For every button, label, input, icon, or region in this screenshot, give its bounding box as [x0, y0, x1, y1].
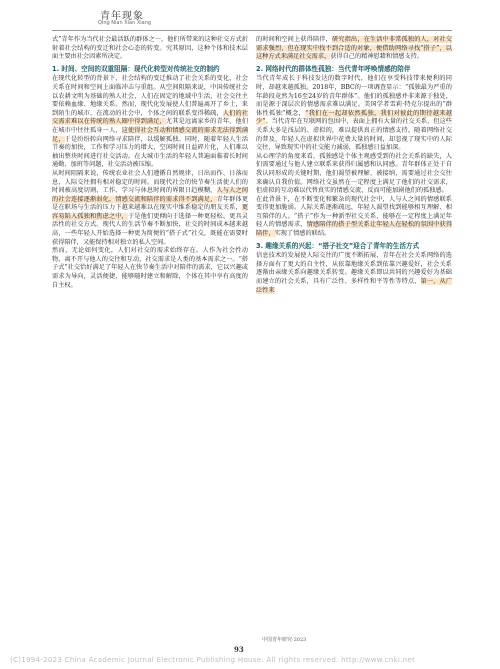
paragraph: 从心理学的角度来看，孤独感是个体主观感受到的社会关系的缺失，人们需要通过与他人建立联系来获得归属感和认同感。青年群体正处于自我认同形成的关键时期，他们渴望被理解、被接纳，需要通过社会交往来确认自我价值。网络社交虽然在一定程度上满足了他们的社交需求，但虚拟的互动难以代替真实的情感交流，反而可能加剧他们的孤独感。 — [256, 152, 452, 195]
paragraph — [256, 75, 452, 152]
journal-section-subtitle: Qing Nian Xian Xiang — [98, 20, 152, 26]
text-span: 。当代青年在互联网的包围中，表面上拥有大量的社交关系，但这些关系大多是浅层的、虚拟的，难以提供真正的情感支持。随着网络社交的普及，年轻人在虚拟世界中花费大量的时间，却忽视了现实中的人际交往，导致现实中的社交能力减弱，孤独感日益加深。 — [256, 118, 452, 152]
section-heading: 1. 时间、空间的双重阻隔：现代化转型对传统社交的制约 — [52, 64, 220, 73]
text-span: 于是纷纷转向网络寻求陪伴，以缓解孤独。同时，随着年轻人生活节奏的加快，工作和学习压力的增大，空闲时间日益碎片化，人们难以抽出整块时间进行社交活动。在大城市生活的年轻人普遍面临着长时间通勤、加班等问题，社交活动被压缩。 — [52, 135, 249, 169]
paragraph — [256, 252, 452, 295]
page-number: 93 — [234, 645, 244, 654]
section-heading: 2. 网络时代的群体性孤独：当代青年呼唤情感的陪伴 — [256, 64, 411, 73]
header-divider — [52, 30, 452, 31]
text-span: 从时间阻隔来说，传统农业社会人们遵循自然规律，日出而作、日落而息，人际交往拥有相对稳定的时间。而现代社会的快节奏生活使人们的时间被高度切割，工作、学习与休息时间的界限日趋模糊， — [52, 169, 248, 195]
text-span: 青年群体更是在职场与生活的压力下越来越难以在现实中维系稳定的朋友关系， — [52, 195, 249, 212]
section-heading: 3. 趣缘关系的兴起：“搭子社交”迎合了青年的生活方式 — [256, 241, 420, 250]
text-span: 在现代化转型的背景下，社会结构的变迁推动了社会关系的变化，社会关系在时间和空间上面临冲击与重组。从空间阻隔来说，中国传统社会以农耕文明为基础的熟人社会，人们在固定的地域中生活，社会交往主要依赖血缘、地缘关系。然而，现代化发展使人们普遍离开了乡土，来到陌生的城市，在流动的社会中，个体之间的联系变得稀疏， — [52, 75, 248, 117]
highlighted-text: 情感陪伴的搭子型关系让年轻人在轻松的氛围中获得陪伴， — [256, 221, 453, 238]
text-span: 的时间和空间上获得陪伴， — [256, 36, 332, 43]
paragraph — [52, 75, 248, 170]
text-span: 在此背景下，在不断变化和繁杂的现代社会中，人与人之间的情感联系变得更加脆弱。人际关系逐渐疏远，年轻人渴望找到能够相互理解、相互陪伴的人。“搭子”作为一种新型社交关系，能够在一定程度上满足年轻人的情感需求， — [256, 195, 452, 229]
paragraph: 式”青年作为当代社会最活跃的群体之一，他们所带来的这种社交方式折射着社会结构的变迁和社会心态的转变。究其原因，这种个体和技术层面主要由社会因素所决定。 — [52, 36, 248, 61]
text-span: 当代青年成长于科技发达的数字时代，他们在享受科技带来便利的同时，却越来越孤独。2018年，BBC的一项调查显示：“孤独最为严重的年龄段竟然为16至24岁的青年群体”。他们的孤独感并非来源于独处，而是源于深层次的情感需求难以满足。美国学者雪莉·特克尔提出的“群体性孤独”概念， — [256, 75, 452, 117]
text-span: 尤其是远离家乡的青年，他们在城市中往往孤身一人， — [52, 118, 249, 134]
highlighted-text: 人与人之间的社会连接逐渐弱化，情感交流和陪伴的需求得不到满足， — [52, 187, 249, 203]
text-span: 获得自己的精神慰藉和情感支持。 — [330, 53, 424, 61]
highlighted-text: “我们在一起却依然孤独，我们对彼此的期待越来越少” — [256, 109, 452, 126]
highlighted-text: 第一，从广泛性来 — [256, 278, 453, 294]
text-span: 于是他们更倾向于选择一种更轻松、更具灵活性的社交方式。现代人的生活节奏不断加快，社交的时间成本越来越高，一些年轻人开始选择一种更为简便的“搭子式”社交，既能在需要时获得陪伴，又能保持相对独立的私人空间。 — [52, 212, 249, 246]
left-column — [52, 36, 248, 290]
highlighted-text: 这使得社会互动和情感交流的需求无法得到满足， — [52, 126, 249, 143]
journal-issue: 中国青年研究·2023 — [262, 637, 307, 643]
paragraph — [52, 170, 248, 247]
paragraph: 然而，无论如何变化，人们对社交的需求始终存在。人作为社会性动物，离不开与他人的交往和互动，社交需求是人类的基本需求之一。“搭子式”社交恰好满足了年轻人在快节奏生活中对陪伴的需求，它以兴趣或需求为导向，灵活便捷，能够随时建立和解除，个体在其中享有高度的自主权。 — [52, 247, 248, 289]
page-footer — [0, 632, 500, 669]
text-span: 信息技术的发展使人际交往的广度不断拓展，青年在社会关系网络的选择方面有了更大的自主性，从依靠地缘关系到依靠兴趣爱好，社会关系逐渐由亲缘关系向趣缘关系转变。趣缘关系即以共同的兴趣爱好为基础而建立的社会关系，具有广泛性、多样性和平等性等特点， — [256, 252, 452, 286]
paragraph — [256, 36, 452, 62]
text-span: 实现了情感的联结。 — [274, 230, 331, 238]
paragraph — [256, 196, 452, 239]
highlighted-text: 更容易陷入孤独和焦虑之中， — [52, 204, 248, 220]
page-header — [0, 0, 500, 40]
right-column — [256, 36, 452, 295]
highlighted-text: 研究指出，在生活中非常孤独的人，对社交需求强烈，但在现实中找不到合适的对象，便借助网络寻找“搭子”，以这种方式来满足社交需求， — [256, 36, 453, 61]
highlighted-text: 人们的社交需求难以在传统的熟人圈中得到满足， — [52, 109, 249, 126]
copyright-watermark: (C)1994-2023 China Academic Journal Electronic Publishing House. All rights reserved. http://www.cnki.net — [10, 656, 416, 664]
journal-section-title: 青年现象 — [100, 11, 144, 22]
